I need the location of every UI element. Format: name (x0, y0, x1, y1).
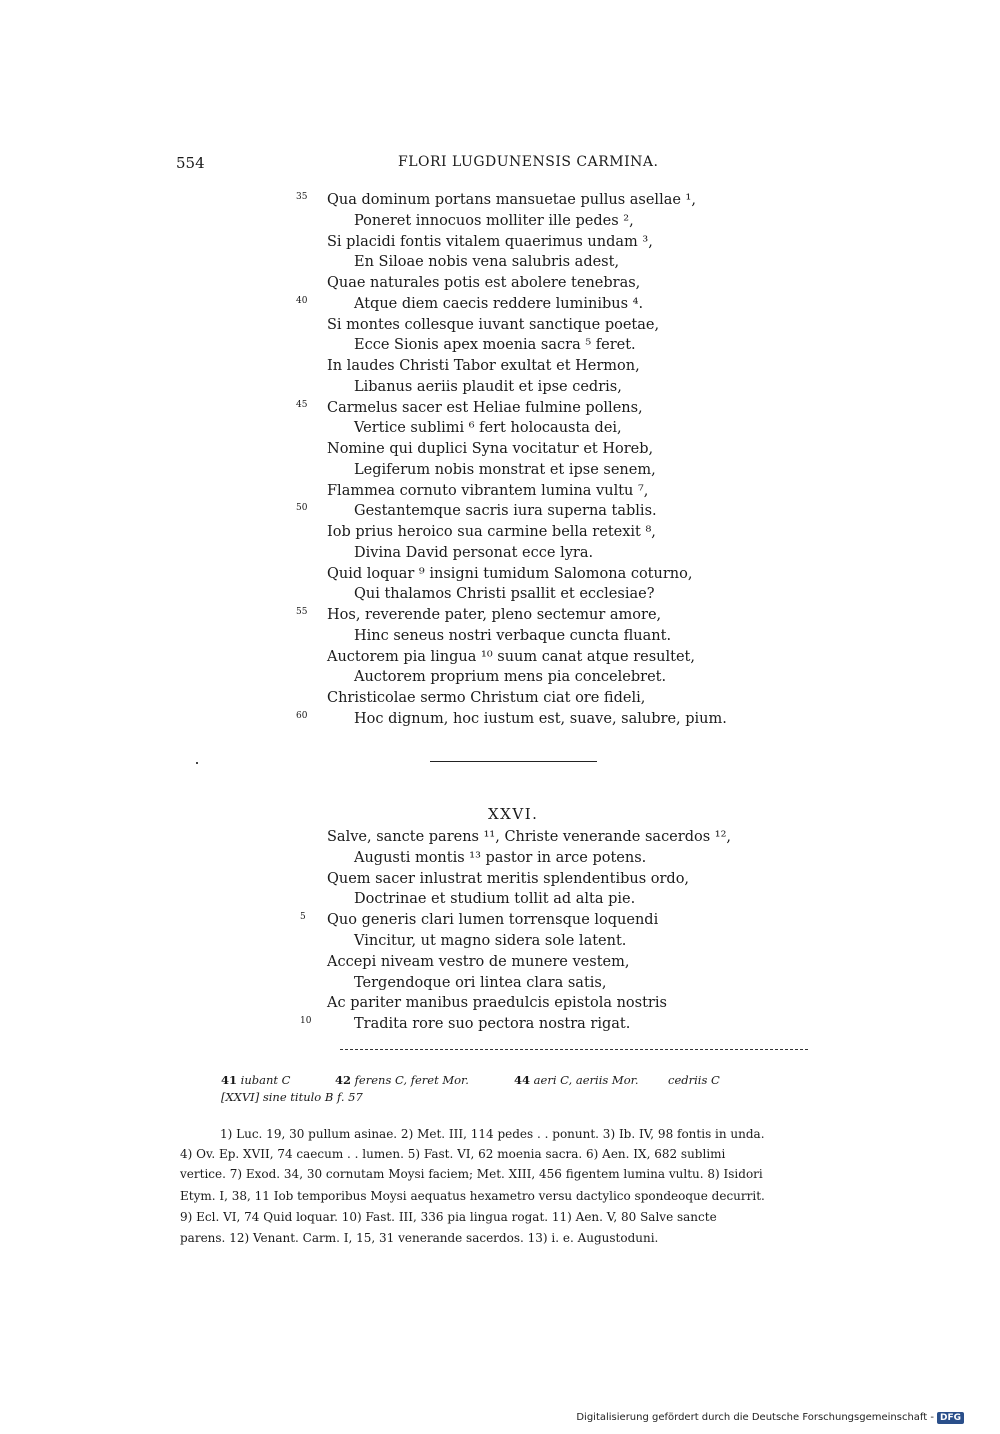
verse-text: Quid loquar ⁹ insigni tumidum Salomona coturno, (327, 565, 693, 582)
section-title: XXVI. (488, 805, 539, 823)
verse-text: Hoc dignum, hoc iustum est, suave, salubre, pium. (354, 710, 727, 727)
section-rule (430, 761, 597, 762)
verse-text: Christicolae sermo Christum ciat ore fideli, (327, 690, 646, 706)
verse-line (0, 605, 1000, 626)
verse-text: Salve, sancte parens ¹¹, Christe venerande sacerdos ¹², (327, 829, 731, 845)
footnote-line: Etym. I, 38, 11 Iob temporibus Moysi aequatus hexametro versu dactylico spondeoque decurrit. (180, 1189, 765, 1203)
verse-text: Auctorem proprium mens pia concelebret. (354, 669, 667, 686)
verse-line (0, 481, 1000, 502)
verse-line (0, 294, 1000, 315)
verse-text: Tradita rore suo pectora nostra rigat. (354, 1016, 631, 1033)
apparatus-entry: 42 ferens C, feret Mor. (335, 1073, 469, 1087)
verse-line (0, 889, 1000, 910)
verse-line (0, 931, 1000, 952)
verse-text: Si montes collesque iuvant sanctique poetae, (327, 316, 660, 333)
verse-line (0, 273, 1000, 294)
verse-line (0, 418, 1000, 439)
verse-line (0, 501, 1000, 522)
verse-line (0, 647, 1000, 668)
line-number: 5 (300, 912, 306, 923)
verse-text: Quem sacer inlustrat meritis splendentibus ordo, (327, 870, 690, 887)
verse-text: Libanus aeriis plaudit et ipse cedris, (354, 378, 622, 395)
verse-line (0, 335, 1000, 356)
verse-text: Legiferum nobis monstrat et ipse senem, (354, 461, 656, 478)
verse-line (0, 667, 1000, 688)
verse-text: En Siloae nobis vena salubris adest, (354, 254, 620, 271)
verse-line (0, 910, 1000, 931)
verse-line (0, 232, 1000, 253)
verse-text: Auctorem pia lingua ¹⁰ suum canat atque resultet, (327, 648, 695, 665)
footnote-line: vertice. 7) Exod. 34, 30 cornutam Moysi faciem; Met. XIII, 456 figentem lumina vultu. 8) Isidori (180, 1167, 763, 1181)
verse-text: In laudes Christi Tabor exultat et Hermon, (327, 358, 640, 374)
line-number: 45 (296, 399, 308, 410)
apparatus-entry: 41 iubant C (221, 1073, 291, 1087)
verse-line (0, 564, 1000, 585)
verse-line (0, 584, 1000, 605)
verse-text: Atque diem caecis reddere luminibus ⁴. (354, 295, 644, 312)
verse-text: Iob prius heroico sua carmine bella retexit ⁸, (327, 524, 656, 540)
verse-text: Hinc seneus nostri verbaque cuncta fluant. (354, 627, 672, 644)
verse-line (0, 952, 1000, 973)
verse-text: Vincitur, ut magno sidera sole latent. (354, 933, 627, 949)
verse-line (0, 190, 1000, 211)
verse-text: Accepi niveam vestro de munere vestem, (327, 953, 630, 970)
verse-text: Hos, reverende pater, pleno sectemur amore, (327, 607, 662, 623)
verse-text: Vertice sublimi ⁶ fert holocausta dei, (354, 420, 622, 437)
verse-line (0, 688, 1000, 709)
digitization-credit: Digitalisierung gefördert durch die Deutsche Forschungsgemeinschaft - DFG (576, 1412, 964, 1424)
verse-line (0, 356, 1000, 377)
running-head: FLORI LUGDUNENSIS CARMINA. (398, 154, 659, 170)
verse-line (0, 848, 1000, 869)
dfg-logo: DFG (937, 1412, 964, 1424)
footnote-line: 4) Ov. Ep. XVII, 74 caecum . . lumen. 5) Fast. VI, 62 moenia sacra. 6) Aen. IX, 682 sublimi (180, 1147, 726, 1161)
verse-text: Qua dominum portans mansuetae pullus asellae ¹, (327, 192, 696, 208)
verse-line (0, 709, 1000, 730)
verse-line (0, 993, 1000, 1014)
verse-line (0, 626, 1000, 647)
page-number: 554 (176, 154, 205, 172)
verse-line (0, 439, 1000, 460)
footnote-line: parens. 12) Venant. Carm. I, 15, 31 venerande sacerdos. 13) i. e. Augustoduni. (180, 1231, 659, 1245)
verse-line (0, 460, 1000, 481)
verse-line (0, 827, 1000, 848)
verse-text: Carmelus sacer est Heliae fulmine pollens, (327, 399, 643, 416)
verse-line (0, 1014, 1000, 1035)
verse-line (0, 398, 1000, 419)
verse-text: Ac pariter manibus praedulcis epistola nostris (327, 995, 667, 1012)
verse-line (0, 252, 1000, 273)
verse-line (0, 377, 1000, 398)
verse-text: Flammea cornuto vibrantem lumina vultu ⁷, (327, 482, 649, 499)
verse-text: Tergendoque ori lintea clara satis, (354, 974, 607, 991)
verse-line (0, 522, 1000, 543)
verse-text: Gestantemque sacris iura superna tablis. (354, 503, 657, 520)
verse-text: Quo generis clari lumen torrensque loquendi (327, 912, 659, 929)
verse-line (0, 869, 1000, 890)
verse-text: Quae naturales potis est abolere tenebras, (327, 275, 641, 291)
verse-text: Nomine qui duplici Syna vocitatur et Horeb, (327, 441, 654, 457)
verse-text: Divina David personat ecce lyra. (354, 544, 594, 561)
verse-text: Ecce Sionis apex moenia sacra ⁵ feret. (354, 337, 636, 354)
verse-text: Poneret innocuos molliter ille pedes ², (354, 212, 634, 229)
apparatus-rule (340, 1049, 808, 1050)
line-number: 40 (296, 295, 308, 306)
verse-text: Augusti montis ¹³ pastor in arce potens. (354, 849, 647, 866)
verse-line (0, 543, 1000, 564)
verse-text: Doctrinae et studium tollit ad alta pie. (354, 891, 636, 908)
line-number: 55 (296, 607, 308, 617)
footnote-line: 9) Ecl. VI, 74 Quid loquar. 10) Fast. III, 336 pia lingua rogat. 11) Aen. V, 80 Salve sancte (180, 1210, 717, 1224)
verse-text: Qui thalamos Christi psallit et ecclesiae? (354, 586, 655, 603)
stray-mark (196, 762, 198, 764)
apparatus-entry: cedriis C (668, 1073, 720, 1087)
line-number: 60 (296, 710, 308, 721)
line-number: 10 (300, 1016, 312, 1027)
line-number: 35 (296, 192, 308, 202)
verse-line (0, 315, 1000, 336)
footnote-line: 1) Luc. 19, 30 pullum asinae. 2) Met. III, 114 pedes . . ponunt. 3) Ib. IV, 98 fontis in unda. (220, 1127, 765, 1141)
verse-line (0, 973, 1000, 994)
apparatus-entry: [XXVI] sine titulo B f. 57 (221, 1090, 363, 1104)
line-number: 50 (296, 503, 308, 514)
verse-line (0, 211, 1000, 232)
verse-text: Si placidi fontis vitalem quaerimus undam ³, (327, 233, 653, 250)
apparatus-entry: 44 aeri C, aeriis Mor. (514, 1073, 639, 1087)
